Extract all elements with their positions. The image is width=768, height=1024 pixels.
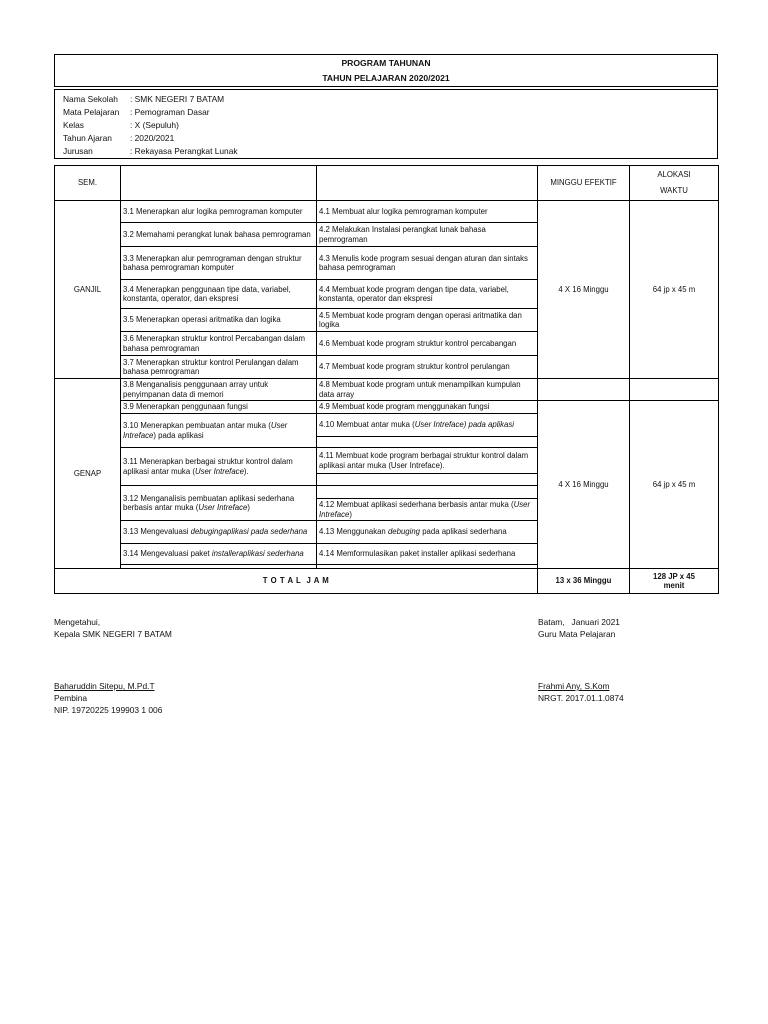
kd4-cell-blank <box>317 486 538 499</box>
kd4-cell: 4.8 Membuat kode program untuk menampilkan kumpulan data array <box>317 379 538 401</box>
header-empty-kd3 <box>121 166 317 201</box>
table-header-row <box>55 166 719 201</box>
minggu-genap: 4 X 16 Minggu <box>538 401 630 569</box>
alokasi-genap-blank <box>630 379 719 401</box>
principal-rank: Pembina <box>54 693 88 703</box>
kd4-cell: 4.3 Menulis kode program sesuai dengan aturan dan sintaks bahasa pemrograman <box>317 247 538 280</box>
kd4-cell: 4.2 Melakukan Instalasi perangkat lunak bahasa pemrograman <box>317 223 538 247</box>
info-label: Jurusan <box>63 146 93 156</box>
kd4-italic: User Intreface) pada aplikasi <box>414 420 515 430</box>
footer-principal-title: Kepala SMK NEGERI 7 BATAM <box>54 629 172 639</box>
signature-space <box>54 640 172 680</box>
kd4-cell <box>317 414 538 437</box>
kd3-text: 3.12 Menganalisis pembuatan aplikasi sederhana berbasis antar muka ( <box>123 493 295 512</box>
info-label: Nama Sekolah <box>63 94 118 104</box>
teacher-nrgt: NRGT. 2017.01.1.0874 <box>538 693 624 703</box>
kd4-cell-blank <box>317 437 538 448</box>
kd4-cell: 4.1 Membuat alur logika pemrograman komputer <box>317 201 538 223</box>
kd3-cell <box>121 486 317 521</box>
header-minggu: MINGGU EFEKTIF <box>538 166 630 201</box>
table-row <box>55 201 719 223</box>
kd4-cell: 4.6 Membuat kode program struktur kontrol percabangan <box>317 332 538 356</box>
document-title: PROGRAM TAHUNAN <box>341 58 431 68</box>
kd3-cell: 3.2 Memahami perangkat lunak bahasa pemrograman <box>121 223 317 247</box>
header-empty-kd4 <box>317 166 538 201</box>
kd3-text: 3.10 Menerapkan pembuatan antar muka ( <box>123 421 271 431</box>
kd4-cell: 4.5 Membuat kode program dengan operasi aritmatika dan logika <box>317 309 538 332</box>
kd4-cell: 4.4 Membuat kode program dengan tipe data, variabel, konstanta, operator dan ekspresi <box>317 280 538 309</box>
kd4-cell <box>317 499 538 521</box>
kd3-cell <box>121 544 317 565</box>
kd3-text-end: ) <box>247 503 250 512</box>
principal-name: Baharuddin Sitepu, M.Pd.T <box>54 681 155 691</box>
total-label: T O T A L J A M <box>55 569 538 594</box>
teacher-name: Frahmi Any, S.Kom <box>538 681 610 691</box>
info-value: : 2020/2021 <box>130 133 175 143</box>
table-row <box>55 401 719 414</box>
kd3-cell <box>121 448 317 486</box>
footer-acknowledged: Mengetahui, <box>54 617 101 627</box>
kd3-cell: 3.4 Menerapkan penggunaan tipe data, variabel, konstanta, operator, dan ekspresi <box>121 280 317 309</box>
kd3-text-end: ) pada aplikasi <box>153 430 204 440</box>
info-value: : SMK NEGERI 7 BATAM <box>130 94 225 104</box>
kd4-cell: 4.11 Membuat kode program berbagai struktur kontrol dalam aplikasi antar muka (User Intreface). <box>317 448 538 474</box>
info-label: Kelas <box>63 120 84 130</box>
document-subtitle: TAHUN PELAJARAN 2020/2021 <box>322 73 450 83</box>
table-row <box>55 379 719 401</box>
kd3-text: 3.14 Mengevaluasi paket <box>123 549 212 559</box>
kd3-text-end: ). <box>243 466 249 476</box>
kd3-italic: debugingaplikasi pada sederhana <box>190 527 308 537</box>
header-sem: SEM. <box>55 166 121 201</box>
info-value: : X (Sepuluh) <box>130 120 179 130</box>
footer-right <box>538 616 624 704</box>
kd4-text: 4.10 Membuat antar muka ( <box>319 420 415 430</box>
total-row <box>55 569 719 594</box>
kd3-cell <box>121 414 317 448</box>
kd3-italic: User Intreface <box>198 503 248 512</box>
program-table <box>54 165 719 594</box>
kd3-cell: 3.3 Menerapkan alur pemrograman dengan struktur bahasa pemrograman komputer <box>121 247 317 280</box>
info-value: : Rekayasa Perangkat Lunak <box>130 146 238 156</box>
header-waktu-label: WAKTU <box>660 186 688 195</box>
kd4-italic: User Intreface <box>319 500 531 519</box>
semester-genap: GENAP <box>55 379 121 569</box>
kd3-cell: 3.5 Menerapkan operasi aritmatika dan logika <box>121 309 317 332</box>
signature-space <box>538 640 624 680</box>
kd3-italic: User Intreface <box>123 421 288 440</box>
kd3-cell: 3.7 Menerapkan struktur kontrol Perulangan dalam bahasa pemrograman <box>121 356 317 379</box>
footer-left <box>54 616 172 716</box>
footer-place-date: Batam, Januari 2021 <box>538 617 620 627</box>
semester-ganjil: GANJIL <box>55 201 121 379</box>
minggu-ganjil: 4 X 16 Minggu <box>538 201 630 379</box>
kd4-cell: 4.9 Membuat kode program menggunakan fungsi <box>317 401 538 414</box>
kd4-text: 4.13 Menggunakan <box>319 527 388 537</box>
kd3-cell: 3.6 Menerapkan struktur kontrol Percabangan dalam bahasa pemrograman <box>121 332 317 356</box>
alokasi-ganjil: 64 jp x 45 m <box>630 201 719 379</box>
identity-section <box>54 89 718 159</box>
kd4-text-end: ) <box>349 509 352 519</box>
kd3-cell <box>121 521 317 544</box>
info-label: Tahun Ajaran <box>63 133 112 143</box>
kd4-italic: debuging <box>387 527 421 537</box>
alokasi-genap: 64 jp x 45 m <box>630 401 719 569</box>
total-minggu: 13 x 36 Minggu <box>538 569 630 594</box>
kd4-cell: 4.14 Memformulasikan paket installer aplikasi sederhana <box>317 544 538 565</box>
minggu-genap-blank <box>538 379 630 401</box>
info-label: Mata Pelajaran <box>63 107 120 117</box>
kd3-italic: installeraplikasi sederhana <box>211 549 304 559</box>
kd4-cell <box>317 521 538 544</box>
header-alokasi-label: ALOKASI <box>657 170 691 179</box>
kd4-cell: 4.7 Membuat kode program struktur kontrol perulangan <box>317 356 538 379</box>
kd4-text: 4.12 Membuat aplikasi sederhana berbasis antar muka ( <box>319 500 514 510</box>
kd4-text-end: pada aplikasi sederhana <box>420 527 507 537</box>
footer-teacher-title: Guru Mata Pelajaran <box>538 629 616 639</box>
kd3-cell: 3.9 Menerapkan penggunaan fungsi <box>121 401 317 414</box>
info-value: : Pemograman Dasar <box>130 107 210 117</box>
kd3-cell: 3.8 Menganalisis penggunaan array untuk penyimpanan data di memori <box>121 379 317 401</box>
total-alokasi: 128 JP x 45 menit <box>630 569 719 594</box>
kd4-cell-blank <box>317 474 538 486</box>
principal-nip: NIP. 19720225 199903 1 006 <box>54 705 163 715</box>
header-alokasi <box>630 166 719 201</box>
kd3-text: 3.11 Menerapkan berbagai struktur kontrol dalam aplikasi antar muka ( <box>123 457 293 476</box>
kd3-cell: 3.1 Menerapkan alur logika pemrograman komputer <box>121 201 317 223</box>
kd3-text: 3.13 Mengevaluasi <box>123 527 191 537</box>
document-header <box>54 54 718 87</box>
kd3-italic: User Intreface <box>194 466 244 476</box>
